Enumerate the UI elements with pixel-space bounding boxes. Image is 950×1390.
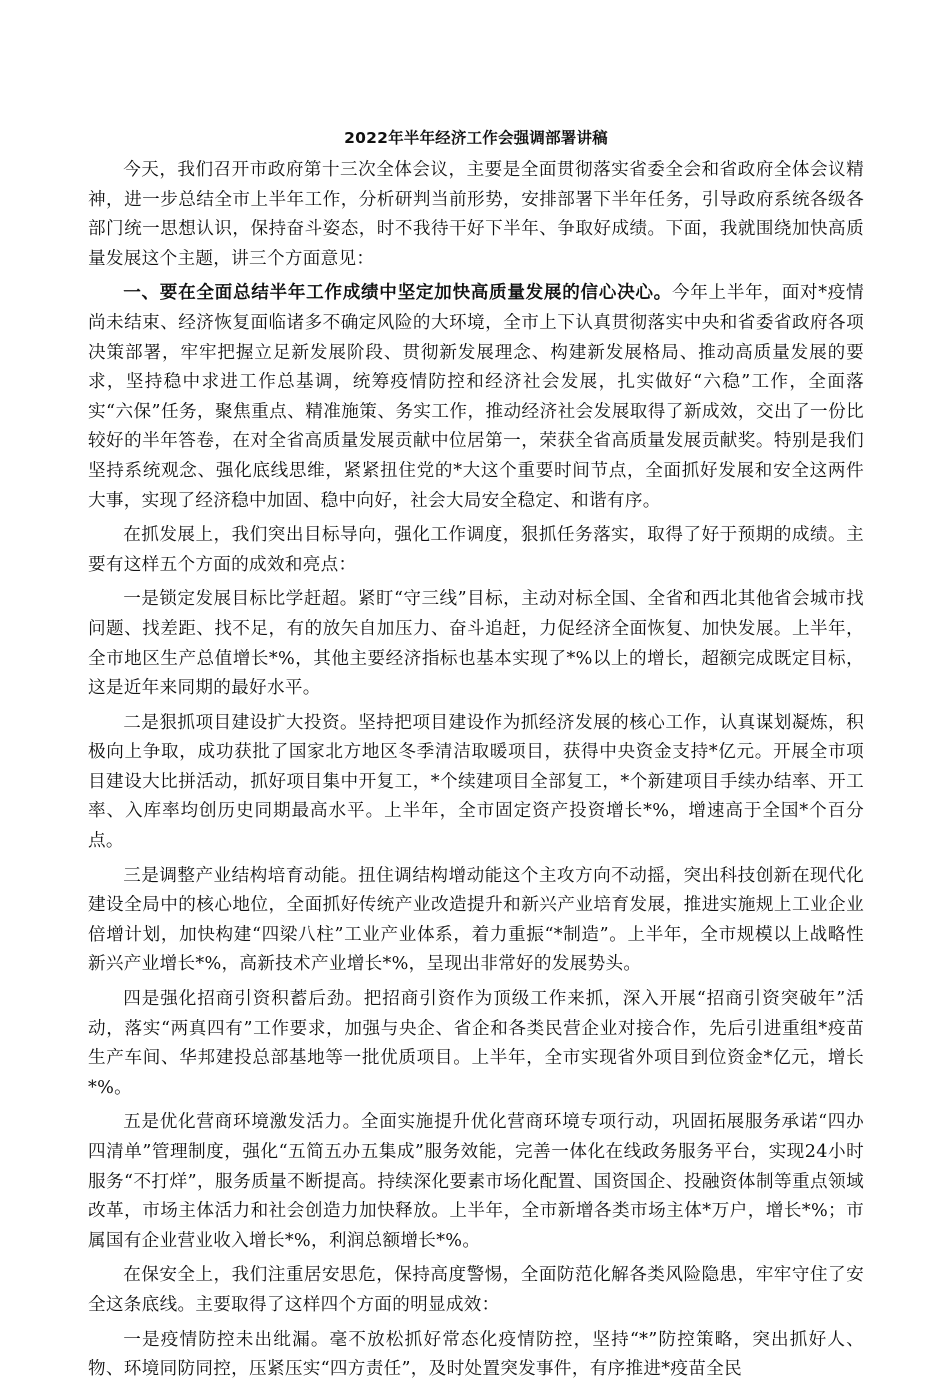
paragraph-text: 在保安全上，我们注重居安思危，保持高度警惕，全面防范化解各类风险隐患，牢牢守住了安全这条底线。主要取得了这样四个方面的明显成效： bbox=[88, 1265, 864, 1315]
paragraph-point-3 bbox=[88, 862, 864, 980]
document-title: 2022年半年经济工作会强调部署讲稿 bbox=[344, 129, 608, 147]
paragraph-text: 在抓发展上，我们突出目标导向，强化工作调度，狠抓任务落实，取得了好于预期的成绩。主要有这样五个方面的成效和亮点： bbox=[88, 525, 864, 575]
section-heading: 一、要在全面总结半年工作成绩中坚定加快高质量发展的信心决心。 bbox=[123, 283, 672, 304]
paragraph-development bbox=[88, 521, 864, 580]
paragraph-text: 四是强化招商引资积蓄后劲。把招商引资作为顶级工作来抓，深入开展“招商引资突破年”活动，落实“两真四有”工作要求，加强与央企、省企和各类民营企业对接合作，先后引进重组*疫苗生产车间、华邦建投总部基地等一批优质项目。上半年，全市实现省外项目到位资金*亿元，增长*%。 bbox=[88, 989, 864, 1098]
paragraph-point-1 bbox=[88, 585, 864, 703]
paragraph-text: 一是疫情防控未出纰漏。毫不放松抓好常态化疫情防控，坚持“*”防控策略，突出抓好人、物、环境同防同控，压紧压实“四方责任”，及时处置突发事件，有序推进*疫苗全民 bbox=[88, 1329, 864, 1380]
paragraph-point-5 bbox=[88, 1108, 864, 1256]
paragraph-text: 一是锁定发展目标比学赶超。紧盯“守三线”目标，主动对标全国、全省和西北其他省会城市找问题、找差距、找不足，有的放矢自加压力、奋斗追赶，力促经济全面恢复、加快发展。上半年，全市地区生产总值增长*%，其他主要经济指标也基本实现了*%以上的增长，超额完成既定目标，这是近年来同期的最好水平。 bbox=[88, 589, 864, 699]
paragraph-text: 今年上半年，面对*疫情尚未结束、经济恢复面临诸多不确定风险的大环境，全市上下认真贯彻落实中央和省委省政府各项决策部署，牢牢把握立足新发展阶段、贯彻新发展理念、构建新发展格局、推动高质量发展的要求，坚持稳中求进工作总基调，统筹疫情防控和经济社会发展，扎实做好“六稳”工作，全面落实“六保”任务，聚焦重点、精准施策、务实工作，推动经济社会发展取得了新成效，交出了一份比较好的半年答卷，在对全省高质量发展贡献中位居第一，荣获全省高质量发展贡献奖。特别是我们坚持系统观念、强化底线思维，紧紧扭住党的*大这个重要时间节点，全面抓好发展和安全这两件大事，实现了经济稳中加固、稳中向好，社会大局安全稳定、和谐有序。 bbox=[88, 283, 864, 511]
paragraph-intro bbox=[88, 156, 864, 274]
paragraph-text: 五是优化营商环境激发活力。全面实施提升优化营商环境专项行动，巩固拓展服务承诺“四办四清单”管理制度，强化“五简五办五集成”服务效能，完善一体化在线政务服务平台，实现24小时服务“不打烊”，服务质量不断提高。持续深化要素市场化配置、国资国企、投融资体制等重点领域改革，市场主体活力和社会创造力加快释放。上半年，全市新增各类市场主体*万户，增长*%；市属国有企业营业收入增长*%，利润总额增长*%。 bbox=[88, 1112, 864, 1251]
paragraph-safety-point-1 bbox=[88, 1326, 864, 1385]
paragraph-text: 三是调整产业结构培育动能。扭住调结构增动能这个主攻方向不动摇，突出科技创新在现代化建设全局中的核心地位，全面抓好传统产业改造提升和新兴产业培育发展，推进实施规上工业企业倍增计划，加快构建“四梁八柱”工业产业体系，着力重振“*制造”。上半年，全市规模以上战略性新兴产业增长*%，高新技术产业增长*%，呈现出非常好的发展势头。 bbox=[88, 865, 864, 975]
paragraph-safety bbox=[88, 1261, 864, 1320]
paragraph-text: 今天，我们召开市政府第十三次全体会议，主要是全面贯彻落实省委全会和省政府全体会议精神，进一步总结全市上半年工作，分析研判当前形势，安排部署下半年任务，引导政府系统各级各部门统一思想认识，保持奋斗姿态，时不我待干好下半年、争取好成绩。下面，我就围绕加快高质量发展这个主题，讲三个方面意见： bbox=[88, 160, 864, 269]
paragraph-section-1 bbox=[88, 279, 864, 516]
document-page bbox=[88, 124, 864, 1390]
paragraph-point-2 bbox=[88, 709, 864, 857]
paragraph-point-4 bbox=[88, 985, 864, 1103]
paragraph-text: 二是狠抓项目建设扩大投资。坚持把项目建设作为抓经济发展的核心工作，认真谋划凝炼，积极向上争取，成功获批了国家北方地区冬季清洁取暖项目，获得中央资金支持*亿元。开展全市项目建设大比拼活动，抓好项目集中开复工，*个续建项目全部复工，*个新建项目手续办结率、开工率、入库率均创历史同期最高水平。上半年，全市固定资产投资增长*%，增速高于全国*个百分点。 bbox=[88, 712, 864, 852]
